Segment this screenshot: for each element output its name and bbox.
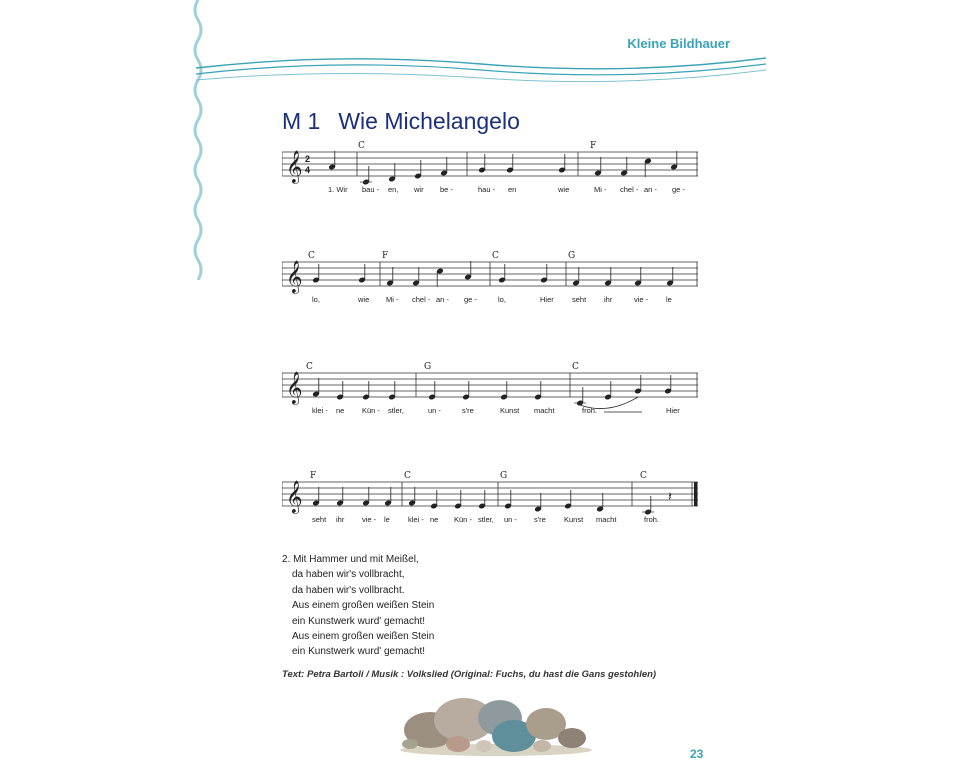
lyric-syllable: ge - bbox=[464, 295, 477, 304]
lyric-syllable: froh. bbox=[582, 406, 598, 415]
chord-label: C bbox=[640, 471, 647, 481]
lyric-syllable: s're bbox=[462, 406, 474, 415]
lyric-syllable: lo, bbox=[498, 295, 506, 304]
chord-label: C bbox=[572, 362, 579, 372]
lyric-syllable: Kün - bbox=[362, 406, 380, 415]
verse-line: da haben wir's vollbracht, bbox=[292, 569, 405, 581]
lyric-syllable: ne bbox=[336, 406, 345, 415]
music-staff-2 bbox=[282, 250, 698, 310]
lyric-syllable: stler, bbox=[478, 515, 494, 524]
page-number: 23 bbox=[690, 747, 704, 761]
lyric-syllable: seht bbox=[312, 515, 327, 524]
verse-line: Aus einem großen weißen Stein bbox=[292, 631, 435, 643]
lyric-syllable: s're bbox=[534, 515, 546, 524]
lyric-syllable: chel - bbox=[412, 295, 431, 304]
treble-clef-icon: 𝄞 bbox=[286, 260, 303, 293]
chord-label: C bbox=[308, 251, 315, 261]
lyric-syllable: macht bbox=[534, 406, 555, 415]
lyric-syllable: wie bbox=[358, 295, 370, 304]
lyric-syllable: Mi - bbox=[386, 295, 399, 304]
treble-clef-icon: 𝄞 bbox=[286, 371, 303, 404]
lyric-syllable: Mi - bbox=[594, 185, 607, 194]
lyric-syllable: en, bbox=[388, 185, 399, 194]
song-number: M 1 bbox=[282, 108, 321, 134]
verse-line: Aus einem großen weißen Stein bbox=[292, 600, 435, 612]
lyric-syllable: klei - bbox=[408, 515, 424, 524]
verse-line: ein Kunstwerk wurd' gemacht! bbox=[292, 646, 426, 658]
lyric-syllable: un - bbox=[504, 515, 517, 524]
lyric-syllable: ne bbox=[430, 515, 439, 524]
chord-label: C bbox=[492, 251, 499, 261]
lyric-syllable: stler, bbox=[388, 406, 404, 415]
lyric-syllable: Hier bbox=[666, 406, 680, 415]
lyric-syllable: en bbox=[508, 185, 517, 194]
verse-line: 2. Mit Hammer und mit Meißel, bbox=[282, 554, 419, 565]
lyric-syllable: Hier bbox=[540, 295, 554, 304]
lyric-syllable: seht bbox=[572, 295, 587, 304]
lyric-syllable: hau - bbox=[478, 185, 496, 194]
lyric-syllable: Kunst bbox=[564, 515, 584, 524]
lyric-syllable: le bbox=[666, 295, 672, 304]
time-signature-icon: 4 bbox=[305, 165, 311, 175]
lyric-syllable: macht bbox=[596, 515, 617, 524]
lyric-syllable: vie - bbox=[634, 295, 649, 304]
lyric-syllable: chel - bbox=[620, 185, 639, 194]
lyric-syllable: Kunst bbox=[500, 406, 520, 415]
lyric-syllable: ihr bbox=[604, 295, 613, 304]
lyric-syllable: ge - bbox=[672, 185, 685, 194]
lyric-syllable: an - bbox=[644, 185, 657, 194]
chord-label: G bbox=[500, 471, 508, 481]
chord-label: F bbox=[382, 251, 389, 261]
header-wave-lines bbox=[196, 50, 766, 90]
chapter-title: Kleine Bildhauer bbox=[627, 36, 730, 51]
music-staff-1 bbox=[282, 140, 698, 200]
chord-label: F bbox=[590, 141, 597, 151]
song-title: Wie Michelangelo bbox=[338, 108, 520, 134]
chord-label: C bbox=[404, 471, 411, 481]
music-staff-4 bbox=[282, 470, 698, 530]
treble-clef-icon: 𝄞 bbox=[286, 480, 303, 513]
lyric-syllable: wir bbox=[414, 185, 424, 194]
final-bar-line bbox=[694, 482, 698, 506]
chord-label: C bbox=[306, 362, 313, 372]
lyric-syllable: be - bbox=[440, 185, 453, 194]
treble-clef-icon: 𝄞 bbox=[286, 150, 303, 183]
lyric-syllable: le bbox=[384, 515, 390, 524]
lyric-syllable: lo, bbox=[312, 295, 320, 304]
chord-label: C bbox=[358, 141, 365, 151]
lyric-syllable: klei - bbox=[312, 406, 328, 415]
lyric-syllable: an - bbox=[436, 295, 449, 304]
time-signature-icon: 2 bbox=[305, 154, 311, 164]
stones-illustration bbox=[396, 692, 596, 758]
chord-label: G bbox=[424, 362, 432, 372]
chord-label: F bbox=[310, 471, 317, 481]
lyric-syllable: un - bbox=[428, 406, 441, 415]
lyric-syllable: Kün - bbox=[454, 515, 472, 524]
verse-line: da haben wir's vollbracht. bbox=[292, 584, 405, 596]
song-credit: Text: Petra Bartoli / Musik : Volkslied (Original: Fuchs, du hast die Gans gestohlen) bbox=[282, 669, 657, 680]
rest-icon: 𝄽 bbox=[668, 489, 672, 504]
lyric-syllable: vie - bbox=[362, 515, 377, 524]
music-staff-3 bbox=[282, 361, 698, 421]
verse-line: ein Kunstwerk wurd' gemacht! bbox=[292, 615, 426, 627]
page-edge-pattern bbox=[190, 0, 206, 280]
lyric-syllable: 1. Wir bbox=[328, 185, 348, 194]
verse-2 bbox=[282, 552, 434, 660]
song-heading bbox=[282, 108, 538, 135]
lyric-syllable: wie bbox=[558, 185, 570, 194]
lyric-syllable: bau - bbox=[362, 185, 380, 194]
lyric-syllable: ihr bbox=[336, 515, 345, 524]
chord-label: G bbox=[568, 251, 576, 261]
lyric-syllable: froh. bbox=[644, 515, 660, 524]
